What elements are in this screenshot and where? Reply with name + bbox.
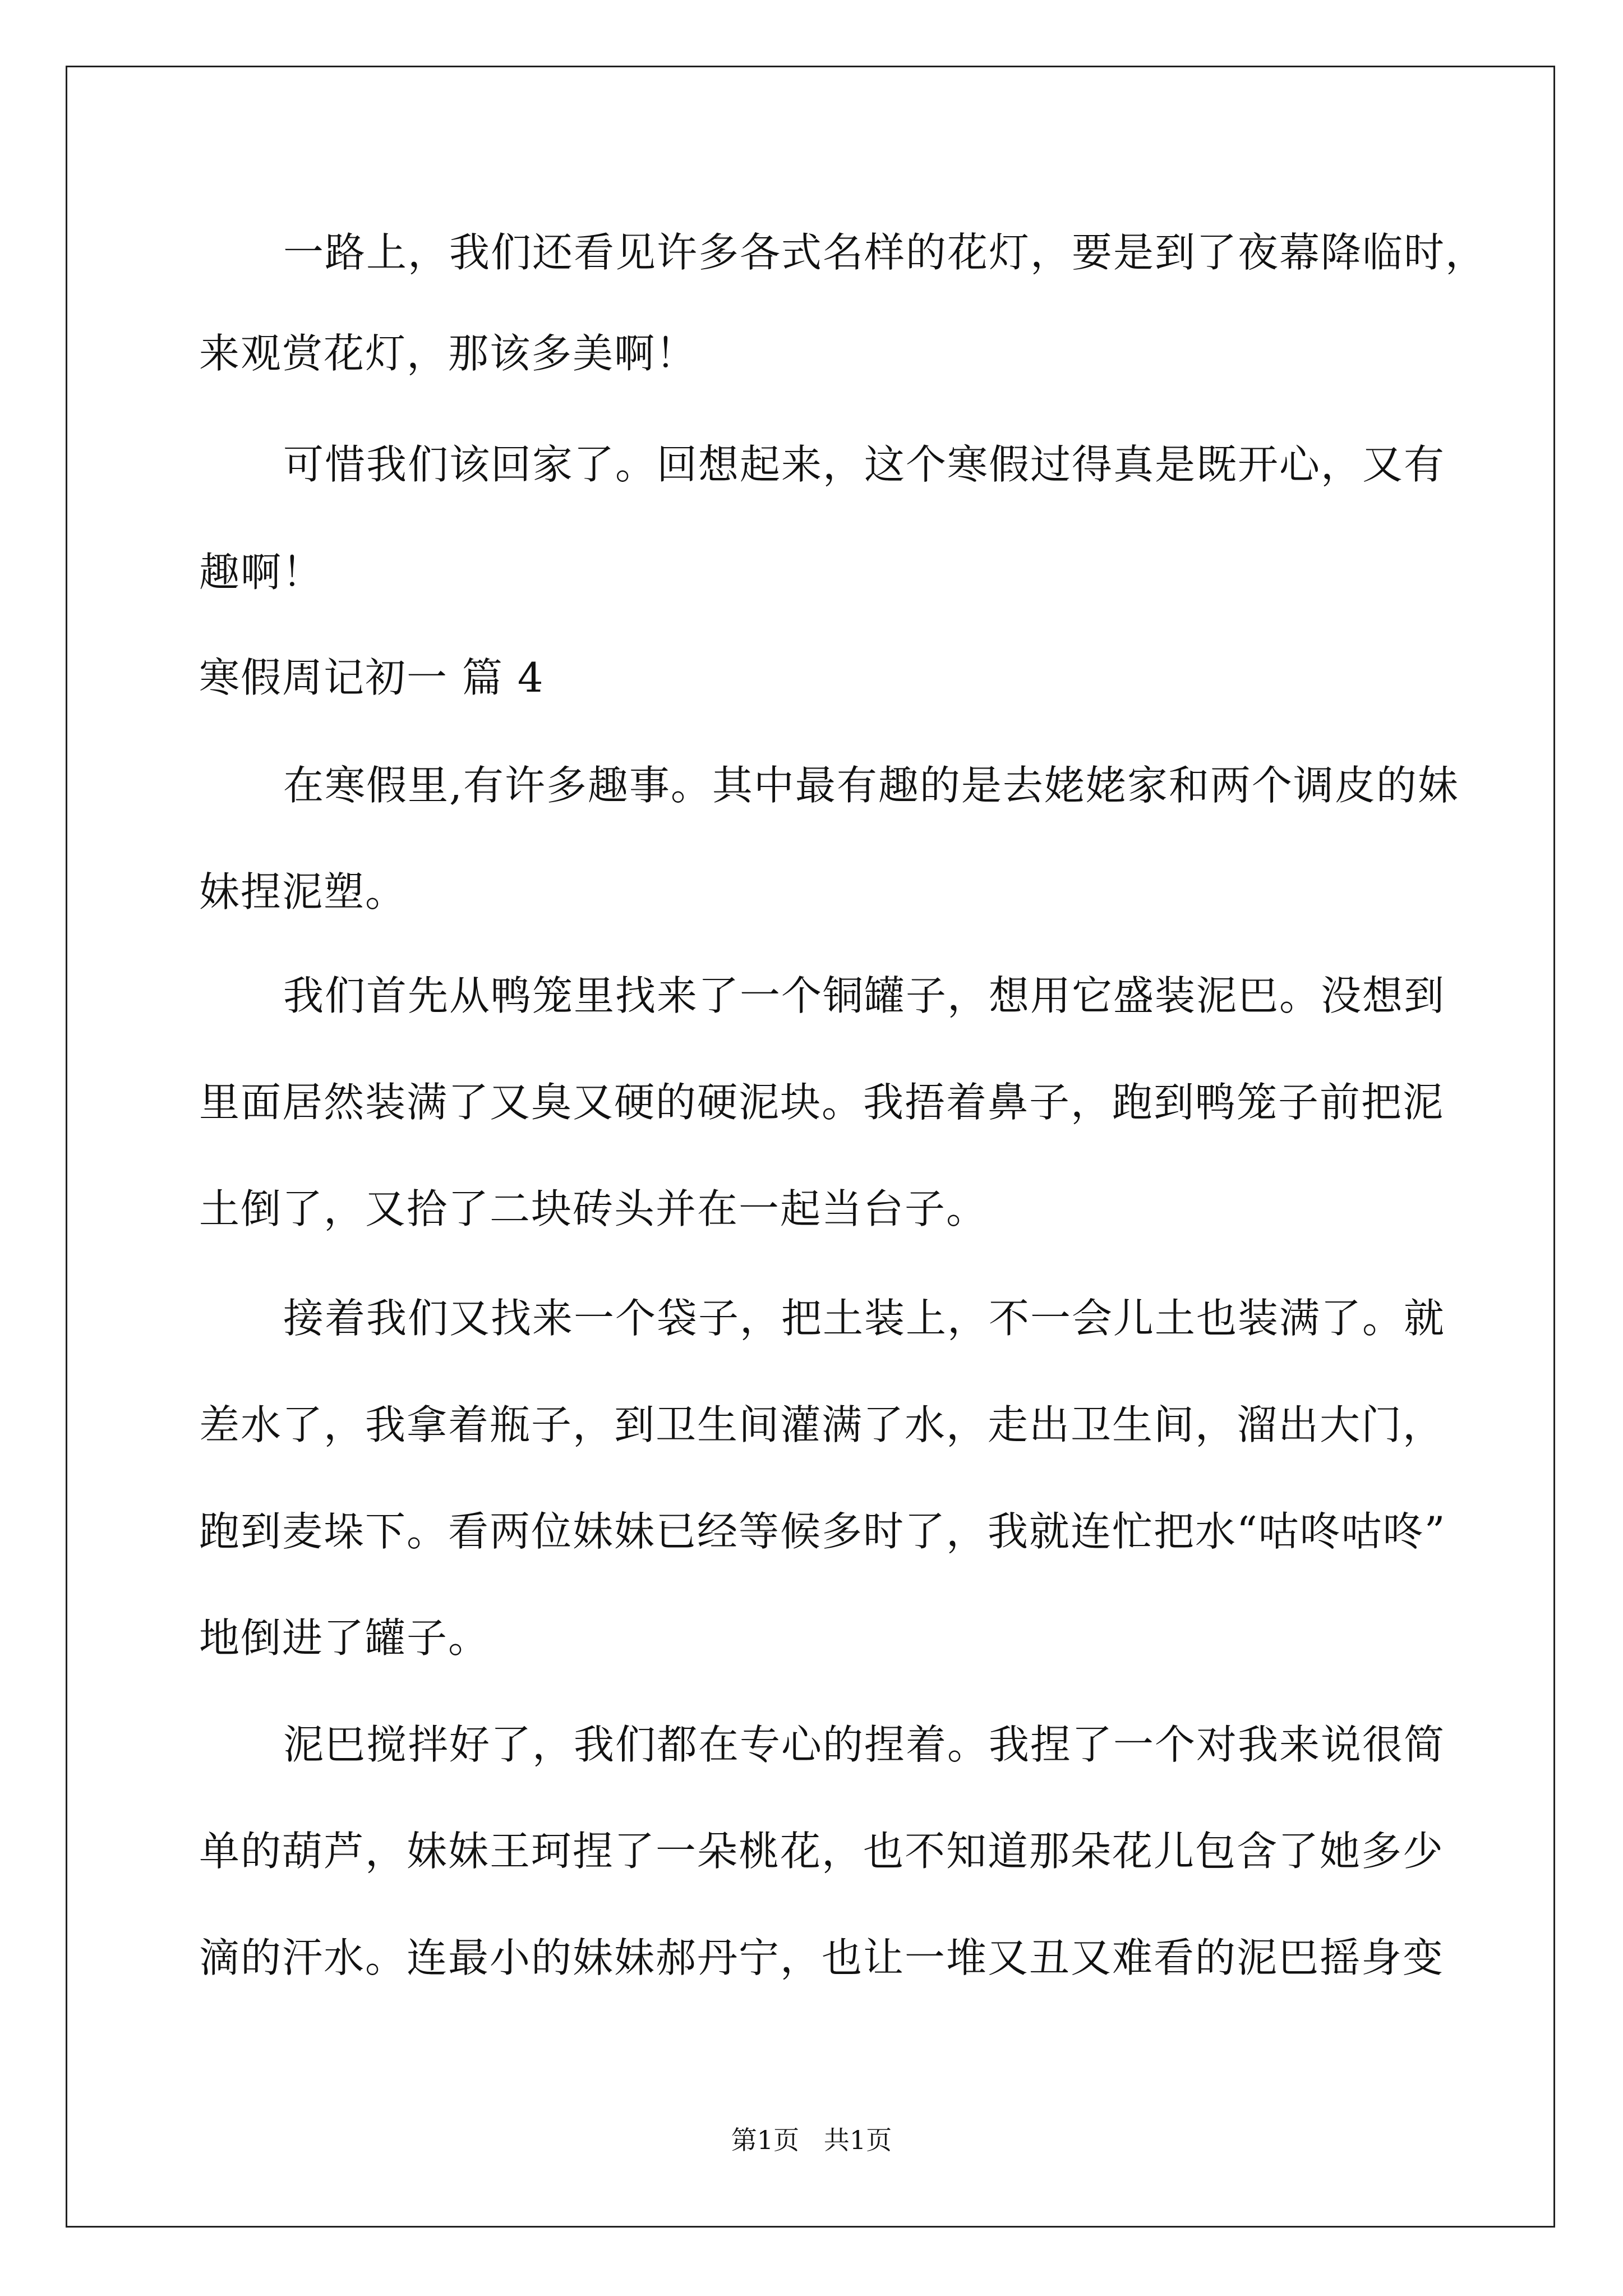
page-border [66, 66, 1555, 2228]
paragraph-line: 妹捏泥塑。 [199, 868, 407, 915]
paragraph-line: 我们首先从鸭笼里找来了一个铜罐子，想用它盛装泥巴。没想到 [283, 972, 1446, 1019]
paragraph-line: 接着我们又找来一个袋子，把土装上，不一会儿土也装满了。就 [283, 1295, 1446, 1342]
paragraph-line: 差水了，我拿着瓶子，到卫生间灌满了水，走出卫生间，溜出大门， [199, 1401, 1445, 1448]
paragraph-line: 趣啊！ [199, 549, 324, 596]
paragraph-line: 跑到麦垛下。看两位妹妹已经等候多时了，我就连忙把水“咕咚咕咚” [199, 1508, 1446, 1555]
paragraph-line: 土倒了，又拾了二块砖头并在一起当台子。 [199, 1185, 988, 1232]
section-heading: 寒假周记初一 篇 4 [199, 654, 545, 701]
paragraph-line: 里面居然装满了又臭又硬的硬泥块。我捂着鼻子，跑到鸭笼子前把泥 [199, 1079, 1445, 1126]
paragraph-line: 泥巴搅拌好了，我们都在专心的捏着。我捏了一个对我来说很简 [283, 1721, 1446, 1768]
paragraph-line: 滴的汗水。连最小的妹妹郝丹宁，也让一堆又丑又难看的泥巴摇身变 [199, 1934, 1445, 1981]
page-number-footer: 第1页 共1页 [731, 2125, 892, 2155]
paragraph-line: 可惜我们该回家了。回想起来，这个寒假过得真是既开心，又有 [283, 441, 1446, 488]
paragraph-line: 单的葫芦，妹妹王珂捏了一朵桃花，也不知道那朵花儿包含了她多少 [199, 1828, 1445, 1875]
paragraph-line: 来观赏花灯，那该多美啊！ [199, 330, 698, 377]
paragraph-line: 地倒进了罐子。 [199, 1614, 490, 1662]
paragraph-line: 在寒假里,有许多趣事。其中最有趣的是去姥姥家和两个调皮的妹 [283, 762, 1459, 809]
paragraph-line: 一路上，我们还看见许多各式名样的花灯，要是到了夜幕降临时， [283, 229, 1487, 276]
